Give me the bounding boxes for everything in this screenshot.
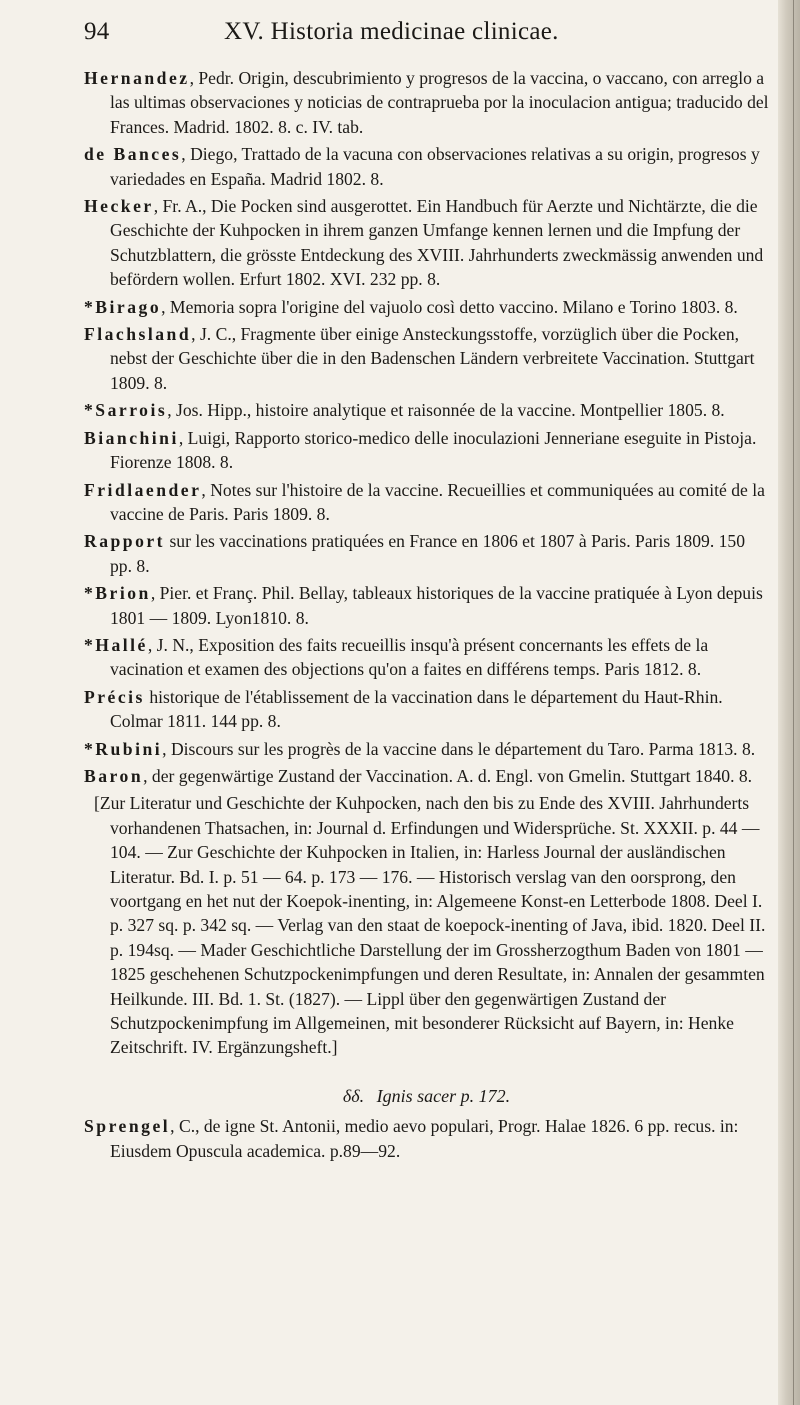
bibliography-entry (84, 66, 769, 139)
bibliography-entry (84, 398, 769, 422)
section-bibliography-list (84, 1114, 769, 1163)
entry-text: historique de l'établissement de la vaccination dans le département du Haut-Rhin. Colmar 1811. 144 pp. 8. (110, 686, 723, 732)
page-content (84, 66, 769, 1166)
bibliography-entry (84, 426, 769, 475)
entry-author: Précis (84, 686, 145, 707)
editorial-note: [Zur Literatur und Geschichte der Kuhpocken, nach den bis zu Ende des XVIII. Jahrhunderts vorhandenen Thatsachen, in: Journal d. Erfindungen und Widersprüche. St. XXXII. p. 44 — 104. — Zur Geschichte der Kuhpocken in Italien, in: Harless Journal der ausländischen Literatur. Bd. I. p. 51 — 64. p. 173 — 176. — Historisch verslag van den oorsprong, den voortgang en het nut der Koepok-inenting, in: Algemeene Konst-en Letterbode 1808. Deel I. p. 327 sq. p. 342 sq. — Verlag van den staat de koepock-inenting of Java, ibid. 1820. Deel II. p. 194sq. — Mader Geschichtliche Darstellung der im Grossherzogthum Baden von 1801 — 1825 geschehenen Schutzpockenimpfungen und deren Resultate, in: Annalen der gesammten Heilkunde. III. Bd. 1. St. (1827). — Lippl über den gegenwärtigen Zustand der Schutzpockenimpfung im Allgemeinen, mit besonderer Rücksicht auf Bayern, in: Henke Zeitschrift. IV. Ergänzungsheft.] (94, 793, 766, 1058)
bibliography-entry (84, 581, 769, 630)
bibliography-entry (84, 764, 769, 788)
entry-text: , Pier. et Franç. Phil. Bellay, tableaux historiques de la vaccine pratiquée à Lyon depuis 1801 — 1809. Lyon1810. 8. (110, 583, 763, 628)
entry-text: , C., de igne St. Antonii, medio aevo populari, Progr. Halae 1826. 6 pp. recus. in: Eiusdem Opuscula academica. p.89—92. (110, 1116, 739, 1161)
entry-text: , Fr. A., Die Pocken sind ausgerottet. Ein Handbuch für Aerzte und Nichtärzte, die die Geschichte der Kuhpocken in ihrem ganzen Umfange kennen lernen und die Impfung der Schutzblattern, die grösste Entdeckung des XVIII. Jahrhunderts zweckmässig anwenden und befördern wollen. Erfurt 1802. XVI. 232 pp. 8. (110, 196, 764, 290)
entry-author: *Birago (84, 296, 162, 317)
entry-text: sur les vaccinations pratiquées en France en 1806 et 1807 à Paris. Paris 1809. 150 pp. 8. (110, 531, 746, 576)
bibliography-entry (84, 685, 769, 734)
entry-author: Sprengel (84, 1116, 171, 1137)
entry-text: , Jos. Hipp., histoire analytique et raisonnée de la vaccine. Montpellier 1805. 8. (167, 400, 725, 421)
entry-author: Hernandez (84, 68, 190, 88)
section-heading (84, 1084, 769, 1108)
entry-author: de Bances (84, 144, 182, 165)
bibliography-list (84, 66, 769, 788)
page-number: 94 (84, 18, 110, 45)
bibliography-entry (84, 529, 769, 578)
bibliography-entry (84, 1114, 769, 1163)
entry-text: , der gegenwärtige Zustand der Vaccination. A. d. Engl. von Gmelin. Stuttgart 1840. 8. (143, 765, 753, 786)
bibliography-entry (84, 194, 769, 292)
entry-author: *Brion (84, 583, 151, 604)
bibliography-entry (84, 142, 769, 191)
entry-text: , Memoria sopra l'origine del vajuolo così detto vaccino. Milano e Torino 1803. 8. (161, 296, 738, 317)
entry-text: , Discours sur les progrès de la vaccine dans le département du Taro. Parma 1813. 8. (162, 738, 756, 759)
running-title: XV. Historia medicinae clinicae. (224, 18, 559, 45)
bibliography-entry (84, 478, 769, 527)
entry-text: , Notes sur l'histoire de la vaccine. Recueillies et communiquées au comité de la vaccine de Paris. Paris 1809. 8. (110, 479, 765, 524)
bibliography-entry (84, 633, 769, 682)
page-edge-line (793, 0, 794, 1405)
entry-author: Bianchini (84, 427, 179, 448)
bibliography-entry (84, 295, 769, 319)
section-signum: δδ. (342, 1085, 365, 1106)
entry-text: , Luigi, Rapporto storico-medico delle inoculazioni Jenneriane eseguite in Pistoja. Fiorenze 1808. 8. (110, 427, 757, 473)
section-title: Ignis sacer p. 172. (376, 1085, 511, 1106)
entry-author: Rapport (84, 531, 166, 552)
entry-author: Hecker (84, 196, 154, 217)
entry-author: *Sarrois (84, 400, 168, 421)
entry-author: *Hallé (84, 634, 148, 655)
entry-text: , J. N., Exposition des faits recueillis insqu'à présent concernants les effets de la vacination et examen des objections qu'on a faites en différens temps. Paris 1812. 8. (110, 634, 709, 680)
page-edge (778, 0, 800, 1405)
entry-author: Flachsland (84, 324, 192, 345)
entry-author: *Rubini (84, 738, 163, 759)
entry-author: Fridlaender (84, 479, 202, 500)
bibliography-entry (84, 322, 769, 395)
entry-text: , J. C., Fragmente über einige Ansteckungsstoffe, vorzüglich über die Pocken, nebst der Geschichte über die in den Badenschen Ländern verbreitete Vaccination. Stuttgart 1809. 8. (110, 324, 755, 393)
entry-text: , Diego, Trattado de la vacuna con observaciones relativas a su origin, progresos y variedades en España. Madrid 1802. 8. (110, 144, 760, 189)
running-header (84, 18, 774, 54)
entry-author: Baron (84, 765, 144, 786)
bibliography-entry (84, 737, 769, 761)
entry-text: , Pedr. Origin, descubrimiento y progresos de la vaccina, o vaccano, con arreglo a las ultimas observaciones y noticias de contraprueba por la inoculacion antigua; traducido del Frances. Madrid. 1802. 8. c. IV. tab. (110, 68, 769, 137)
